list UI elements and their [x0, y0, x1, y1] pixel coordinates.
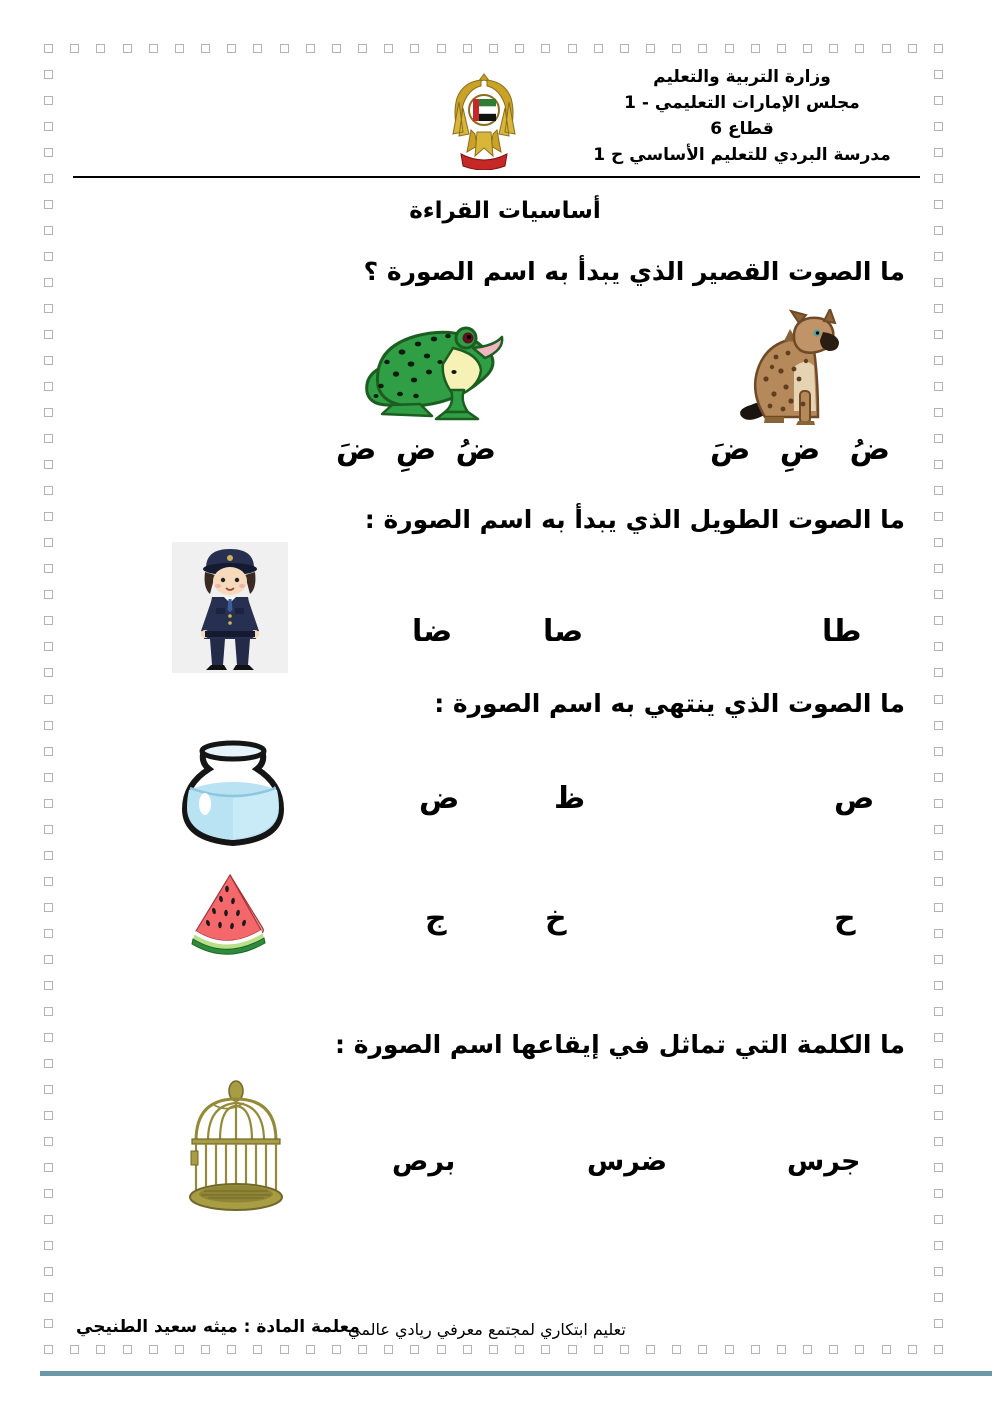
question-3a-option-3: ض: [419, 781, 460, 816]
ministry-motto: تعليم ابتكاري لمجتمع معرفي ريادي عالمي: [348, 1320, 626, 1339]
question-1-options-under-frog: [336, 432, 496, 467]
birdcage-image: [184, 1079, 288, 1216]
border-square: [44, 1007, 53, 1016]
border-square: [44, 1033, 53, 1042]
border-square: [934, 564, 943, 573]
border-square: [44, 877, 53, 886]
border-square: [934, 96, 943, 105]
border-square: [44, 1319, 53, 1328]
border-square: [44, 955, 53, 964]
border-square: [44, 981, 53, 990]
border-square: [568, 1345, 577, 1354]
worksheet-title: أساسيات القراءة: [409, 198, 601, 224]
question-4-option-1: جرس: [787, 1146, 861, 1177]
border-square: [725, 44, 734, 53]
border-square: [672, 1345, 681, 1354]
border-square: [44, 70, 53, 79]
border-square: [44, 1215, 53, 1224]
border-square: [123, 1345, 132, 1354]
border-square: [463, 1345, 472, 1354]
border-square: [44, 304, 53, 313]
border-square: [44, 721, 53, 730]
border-square: [515, 44, 524, 53]
border-square: [384, 1345, 393, 1354]
question-1-options-under-hyena: [710, 432, 890, 467]
border-square: [253, 1345, 262, 1354]
border-square: [306, 44, 315, 53]
question-2-prompt: ما الصوت الطويل الذي يبدأ به اسم الصورة :: [364, 505, 905, 534]
border-square: [882, 1345, 891, 1354]
border-square: [829, 1345, 838, 1354]
border-square: [934, 1033, 943, 1042]
border-square: [44, 1189, 53, 1198]
border-square: [149, 1345, 158, 1354]
border-square: [515, 1345, 524, 1354]
border-square: [908, 1345, 917, 1354]
border-square: [934, 773, 943, 782]
border-square: [44, 1111, 53, 1120]
border-square: [934, 877, 943, 886]
option-letter: ضِ: [395, 432, 437, 467]
border-square: [541, 1345, 550, 1354]
border-square: [44, 825, 53, 834]
border-square: [44, 148, 53, 157]
border-square: [934, 1345, 943, 1354]
border-square: [934, 955, 943, 964]
border-square: [96, 44, 105, 53]
border-square: [44, 564, 53, 573]
border-square: [201, 44, 210, 53]
question-2-option-2: صا: [543, 614, 584, 649]
border-square: [594, 1345, 603, 1354]
border-square: [934, 1241, 943, 1250]
border-square: [803, 1345, 812, 1354]
border-square: [855, 1345, 864, 1354]
border-square: [934, 304, 943, 313]
border-square: [44, 122, 53, 131]
border-square: [620, 44, 629, 53]
border-square: [855, 44, 864, 53]
border-square: [44, 1085, 53, 1094]
border-square: [306, 1345, 315, 1354]
border-square: [201, 1345, 210, 1354]
border-square: [829, 44, 838, 53]
border-square: [934, 668, 943, 677]
watermelon-image: [181, 871, 275, 959]
frog-image: [356, 306, 506, 426]
bottom-accent-bar: [40, 1371, 992, 1376]
border-square: [934, 1319, 943, 1328]
border-square: [646, 1345, 655, 1354]
border-square: [934, 434, 943, 443]
border-square: [44, 1241, 53, 1250]
border-square: [489, 1345, 498, 1354]
border-square: [44, 668, 53, 677]
border-square: [44, 408, 53, 417]
border-square: [934, 174, 943, 183]
border-square: [44, 929, 53, 938]
border-square: [123, 44, 132, 53]
border-square: [934, 721, 943, 730]
question-4-prompt: ما الكلمة التي تماثل في إيقاعها اسم الصورة :: [335, 1030, 905, 1059]
border-square: [777, 44, 786, 53]
policeman-image: [172, 542, 288, 673]
border-square: [44, 903, 53, 912]
border-square: [44, 460, 53, 469]
border-square: [280, 1345, 289, 1354]
border-square: [934, 122, 943, 131]
option-letter: ضَ: [710, 432, 751, 467]
border-square: [934, 330, 943, 339]
border-square: [44, 616, 53, 625]
border-square: [934, 512, 943, 521]
border-square: [44, 799, 53, 808]
border-square: [934, 382, 943, 391]
border-square: [44, 356, 53, 365]
border-square: [410, 1345, 419, 1354]
question-1-prompt: ما الصوت القصير الذي يبدأ به اسم الصورة ؟: [363, 257, 905, 286]
border-square: [698, 1345, 707, 1354]
border-square: [437, 1345, 446, 1354]
border-square: [934, 695, 943, 704]
border-square: [934, 1085, 943, 1094]
border-square: [934, 278, 943, 287]
border-square: [96, 1345, 105, 1354]
border-square: [44, 434, 53, 443]
border-square: [934, 929, 943, 938]
border-square: [934, 1111, 943, 1120]
border-square: [44, 1267, 53, 1276]
option-letter: ضَ: [336, 432, 377, 467]
question-4-option-2: ضرس: [587, 1146, 668, 1177]
border-square: [934, 460, 943, 469]
border-square: [358, 44, 367, 53]
question-3a-option-1: ص: [834, 781, 875, 816]
header-line-council: مجلس الإمارات التعليمي - 1: [624, 93, 860, 113]
border-square: [253, 44, 262, 53]
option-letter: ضُ: [455, 432, 496, 467]
border-square: [934, 538, 943, 547]
header-line-school: مدرسة البردي للتعليم الأساسي ح 1: [593, 145, 891, 165]
border-square: [882, 44, 891, 53]
border-square: [44, 642, 53, 651]
border-square: [934, 851, 943, 860]
question-4-option-3: برص: [392, 1146, 456, 1177]
header-divider: [73, 176, 920, 178]
border-square: [70, 1345, 79, 1354]
border-square: [227, 44, 236, 53]
border-square: [934, 1293, 943, 1302]
border-square: [44, 486, 53, 495]
border-square: [934, 70, 943, 79]
header-line-sector: قطاع 6: [710, 119, 774, 139]
border-square: [803, 44, 812, 53]
border-square: [568, 44, 577, 53]
border-square: [44, 773, 53, 782]
border-square: [934, 1163, 943, 1172]
teacher-name: معلمة المادة : ميثه سعيد الطنيجي: [76, 1317, 360, 1337]
border-square: [44, 695, 53, 704]
border-square: [934, 1059, 943, 1068]
border-square: [332, 1345, 341, 1354]
border-square: [44, 382, 53, 391]
uae-falcon-emblem-icon: [445, 72, 523, 170]
border-square: [44, 330, 53, 339]
border-square: [672, 44, 681, 53]
border-square: [44, 538, 53, 547]
border-square: [934, 486, 943, 495]
border-square: [594, 44, 603, 53]
option-letter: ضِ: [779, 432, 821, 467]
border-square: [934, 1215, 943, 1224]
question-3b-option-2: خ: [545, 901, 567, 936]
school-header: [556, 64, 928, 168]
border-square: [463, 44, 472, 53]
border-square: [44, 590, 53, 599]
border-square: [725, 1345, 734, 1354]
border-square: [934, 356, 943, 365]
border-square: [620, 1345, 629, 1354]
border-square: [70, 44, 79, 53]
border-square: [44, 1345, 53, 1354]
border-square: [384, 44, 393, 53]
question-3b-option-3: ج: [425, 901, 447, 936]
border-square: [541, 44, 550, 53]
border-square: [934, 1267, 943, 1276]
border-square: [280, 44, 289, 53]
border-square: [908, 44, 917, 53]
border-square: [934, 642, 943, 651]
border-square: [934, 408, 943, 417]
border-square: [698, 44, 707, 53]
border-square: [44, 252, 53, 261]
border-square: [934, 44, 943, 53]
header-line-ministry: وزارة التربية والتعليم: [653, 67, 831, 87]
border-square: [934, 747, 943, 756]
border-square: [934, 825, 943, 834]
border-square: [44, 747, 53, 756]
border-square: [934, 148, 943, 157]
border-square: [934, 1137, 943, 1146]
border-square: [646, 44, 655, 53]
border-square: [934, 1189, 943, 1198]
border-square: [44, 1163, 53, 1172]
question-2-option-3: ضا: [412, 614, 453, 649]
border-square: [934, 252, 943, 261]
border-square: [44, 226, 53, 235]
border-square: [934, 981, 943, 990]
border-square: [227, 1345, 236, 1354]
border-square: [44, 1059, 53, 1068]
border-square: [934, 903, 943, 912]
border-square: [44, 96, 53, 105]
question-3-prompt: ما الصوت الذي ينتهي به اسم الصورة :: [434, 689, 905, 718]
border-square: [934, 226, 943, 235]
hyena-image: [736, 309, 848, 427]
border-square: [44, 512, 53, 521]
border-square: [358, 1345, 367, 1354]
border-square: [410, 44, 419, 53]
border-square: [934, 590, 943, 599]
question-3b-option-1: ح: [834, 901, 856, 936]
option-letter: ضُ: [849, 432, 890, 467]
border-square: [934, 200, 943, 209]
border-square: [44, 44, 53, 53]
border-square: [934, 616, 943, 625]
border-square: [175, 1345, 184, 1354]
border-square: [44, 851, 53, 860]
border-square: [175, 44, 184, 53]
border-square: [44, 200, 53, 209]
question-3a-option-2: ظ: [554, 781, 586, 816]
border-square: [777, 1345, 786, 1354]
border-square: [489, 44, 498, 53]
border-square: [934, 1007, 943, 1016]
border-square: [437, 44, 446, 53]
border-square: [934, 799, 943, 808]
question-2-option-1: طا: [822, 614, 862, 649]
border-square: [44, 278, 53, 287]
border-square: [44, 1137, 53, 1146]
border-square: [44, 174, 53, 183]
water-bowl-image: [174, 738, 292, 854]
border-square: [149, 44, 158, 53]
border-square: [751, 1345, 760, 1354]
border-square: [332, 44, 341, 53]
border-square: [44, 1293, 53, 1302]
border-square: [751, 44, 760, 53]
